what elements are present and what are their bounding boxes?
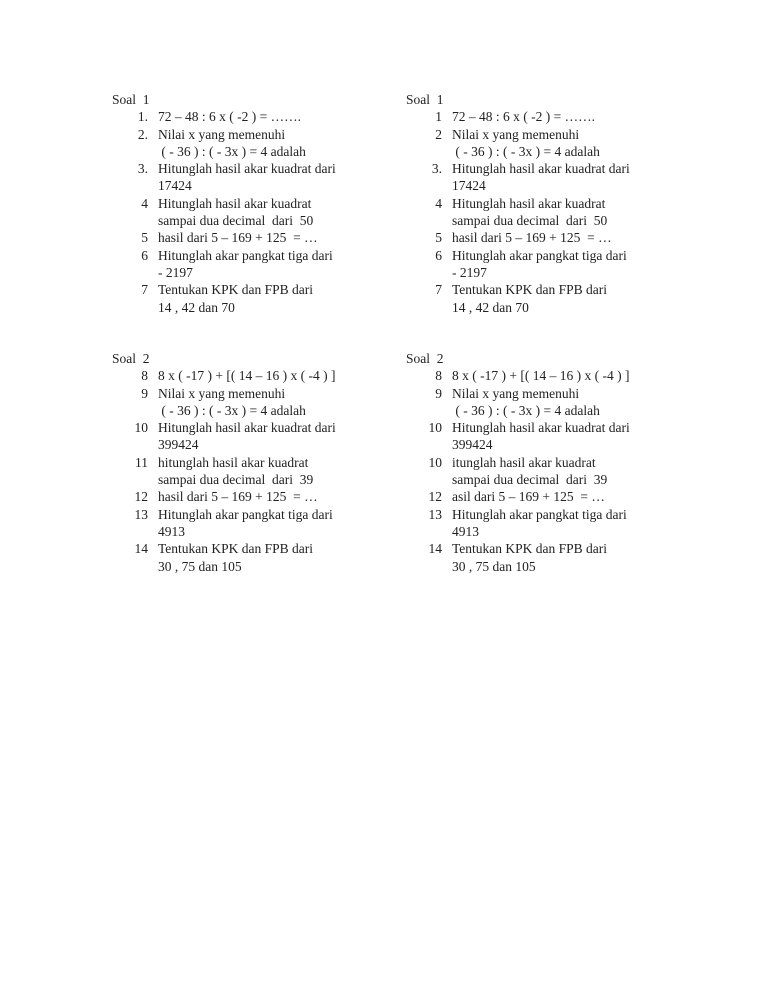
- question-number: 14: [428, 541, 442, 557]
- question-item: [406, 160, 666, 195]
- question-number: 13: [134, 506, 148, 522]
- question-item: [406, 247, 666, 282]
- question-text-continued: 14 , 42 dan 70: [158, 299, 235, 315]
- question-text: hasil dari 5 – 169 + 125 = …: [158, 489, 318, 505]
- question-text: Hitunglah akar pangkat tiga dari: [158, 247, 333, 263]
- question-number: 5: [141, 230, 148, 246]
- question-text-continued: sampai dua decimal dari 50: [158, 213, 314, 229]
- question-number: 11: [135, 454, 148, 470]
- question-number: 13: [428, 506, 442, 522]
- question-text: Tentukan KPK dan FPB dari: [452, 541, 608, 557]
- question-item: [112, 108, 372, 125]
- question-text-continued: 399424: [158, 437, 199, 453]
- question-item: [112, 281, 372, 316]
- question-item: [112, 385, 372, 420]
- question-text: Hitunglah hasil akar kuadrat: [452, 195, 606, 211]
- question-text-continued: 4913: [452, 523, 479, 539]
- question-text-continued: sampai dua decimal dari 39: [452, 472, 608, 488]
- question-text-continued: ( - 36 ) : ( - 3x ) = 4 adalah: [452, 402, 600, 418]
- question-number: 8: [435, 368, 442, 384]
- question-number: 9: [141, 385, 148, 401]
- question-item: [112, 454, 372, 489]
- question-list: [406, 367, 666, 575]
- question-item: [406, 506, 666, 541]
- question-item: [112, 195, 372, 230]
- question-item: [406, 281, 666, 316]
- question-text-continued: sampai dua decimal dari 39: [158, 472, 314, 488]
- question-item: [112, 540, 372, 575]
- question-text: 8 x ( -17 ) + [( 14 – 16 ) x ( -4 ) ]: [452, 368, 630, 384]
- question-block-soal-1-right: [406, 91, 666, 316]
- question-text-continued: 4913: [158, 523, 185, 539]
- question-item: [112, 488, 372, 505]
- question-item: [112, 506, 372, 541]
- block-title: Soal 1: [406, 92, 444, 107]
- block-title: Soal 2: [112, 351, 150, 366]
- question-number: 2: [435, 126, 442, 142]
- question-item: [112, 247, 372, 282]
- question-number: 6: [141, 247, 148, 263]
- question-item: [112, 229, 372, 246]
- question-list: [112, 367, 372, 575]
- question-number: 12: [428, 489, 442, 505]
- question-text-continued: 14 , 42 dan 70: [452, 299, 529, 315]
- question-item: [112, 419, 372, 454]
- question-number: 3.: [431, 161, 442, 177]
- question-text-continued: ( - 36 ) : ( - 3x ) = 4 adalah: [158, 402, 306, 418]
- block-title: Soal 1: [112, 92, 150, 107]
- question-text: Hitunglah hasil akar kuadrat dari: [158, 161, 336, 177]
- question-text: Nilai x yang memenuhi: [452, 385, 580, 401]
- question-text-continued: 30 , 75 dan 105: [452, 558, 536, 574]
- question-item: [406, 540, 666, 575]
- question-text: hasil dari 5 – 169 + 125 = …: [158, 230, 318, 246]
- question-text: Hitunglah akar pangkat tiga dari: [158, 506, 333, 522]
- question-number: 4: [435, 195, 442, 211]
- question-number: 1: [435, 109, 442, 125]
- question-text: asil dari 5 – 169 + 125 = …: [452, 489, 605, 505]
- question-item: [406, 385, 666, 420]
- question-block-soal-2-right: [406, 350, 666, 575]
- question-number: 10: [428, 454, 442, 470]
- question-number: 9: [435, 385, 442, 401]
- question-item: [406, 419, 666, 454]
- question-number: 8: [141, 368, 148, 384]
- question-text: Hitunglah akar pangkat tiga dari: [452, 506, 627, 522]
- question-number: 5: [435, 230, 442, 246]
- question-text: Tentukan KPK dan FPB dari: [158, 282, 314, 298]
- question-item: [406, 195, 666, 230]
- question-number: 7: [435, 282, 442, 298]
- question-item: [406, 229, 666, 246]
- question-text: 8 x ( -17 ) + [( 14 – 16 ) x ( -4 ) ]: [158, 368, 336, 384]
- question-text: Hitunglah hasil akar kuadrat dari: [158, 420, 336, 436]
- question-text: Tentukan KPK dan FPB dari: [158, 541, 314, 557]
- question-text: Nilai x yang memenuhi: [452, 126, 580, 142]
- question-number: 4: [141, 195, 148, 211]
- question-text-continued: - 2197: [452, 264, 487, 280]
- question-text-continued: sampai dua decimal dari 50: [452, 213, 608, 229]
- block-title: Soal 2: [406, 351, 444, 366]
- question-block-soal-1-left: [112, 91, 372, 316]
- question-text: hasil dari 5 – 169 + 125 = …: [452, 230, 612, 246]
- question-item: [406, 108, 666, 125]
- question-text-continued: 17424: [158, 178, 192, 194]
- question-number: 12: [134, 489, 148, 505]
- question-item: [406, 126, 666, 161]
- question-text: Tentukan KPK dan FPB dari: [452, 282, 608, 298]
- question-list: [406, 108, 666, 316]
- question-item: [406, 488, 666, 505]
- question-text-continued: 30 , 75 dan 105: [158, 558, 242, 574]
- question-item: [112, 367, 372, 384]
- question-text: 72 – 48 : 6 x ( -2 ) = …….: [452, 109, 595, 125]
- question-item: [406, 454, 666, 489]
- question-number: 14: [134, 541, 148, 557]
- question-text: Hitunglah akar pangkat tiga dari: [452, 247, 627, 263]
- question-text: 72 – 48 : 6 x ( -2 ) = …….: [158, 109, 301, 125]
- question-text: Hitunglah hasil akar kuadrat: [158, 195, 312, 211]
- question-text-continued: ( - 36 ) : ( - 3x ) = 4 adalah: [452, 143, 600, 159]
- question-text: Hitunglah hasil akar kuadrat dari: [452, 161, 630, 177]
- question-text-continued: 17424: [452, 178, 486, 194]
- question-number: 3.: [137, 161, 148, 177]
- question-text: hitunglah hasil akar kuadrat: [158, 454, 309, 470]
- question-text: itunglah hasil akar kuadrat: [452, 454, 596, 470]
- question-number: 2.: [137, 126, 148, 142]
- question-text: Nilai x yang memenuhi: [158, 126, 286, 142]
- question-number: 10: [428, 420, 442, 436]
- question-text: Nilai x yang memenuhi: [158, 385, 286, 401]
- question-text: Hitunglah hasil akar kuadrat dari: [452, 420, 630, 436]
- question-item: [406, 367, 666, 384]
- question-text-continued: - 2197: [158, 264, 193, 280]
- question-list: [112, 108, 372, 316]
- question-number: 7: [141, 282, 148, 298]
- question-block-soal-2-left: [112, 350, 372, 575]
- question-number: 1.: [137, 109, 148, 125]
- question-item: [112, 126, 372, 161]
- question-item: [112, 160, 372, 195]
- question-text-continued: 399424: [452, 437, 493, 453]
- question-text-continued: ( - 36 ) : ( - 3x ) = 4 adalah: [158, 143, 306, 159]
- question-number: 10: [134, 420, 148, 436]
- question-number: 6: [435, 247, 442, 263]
